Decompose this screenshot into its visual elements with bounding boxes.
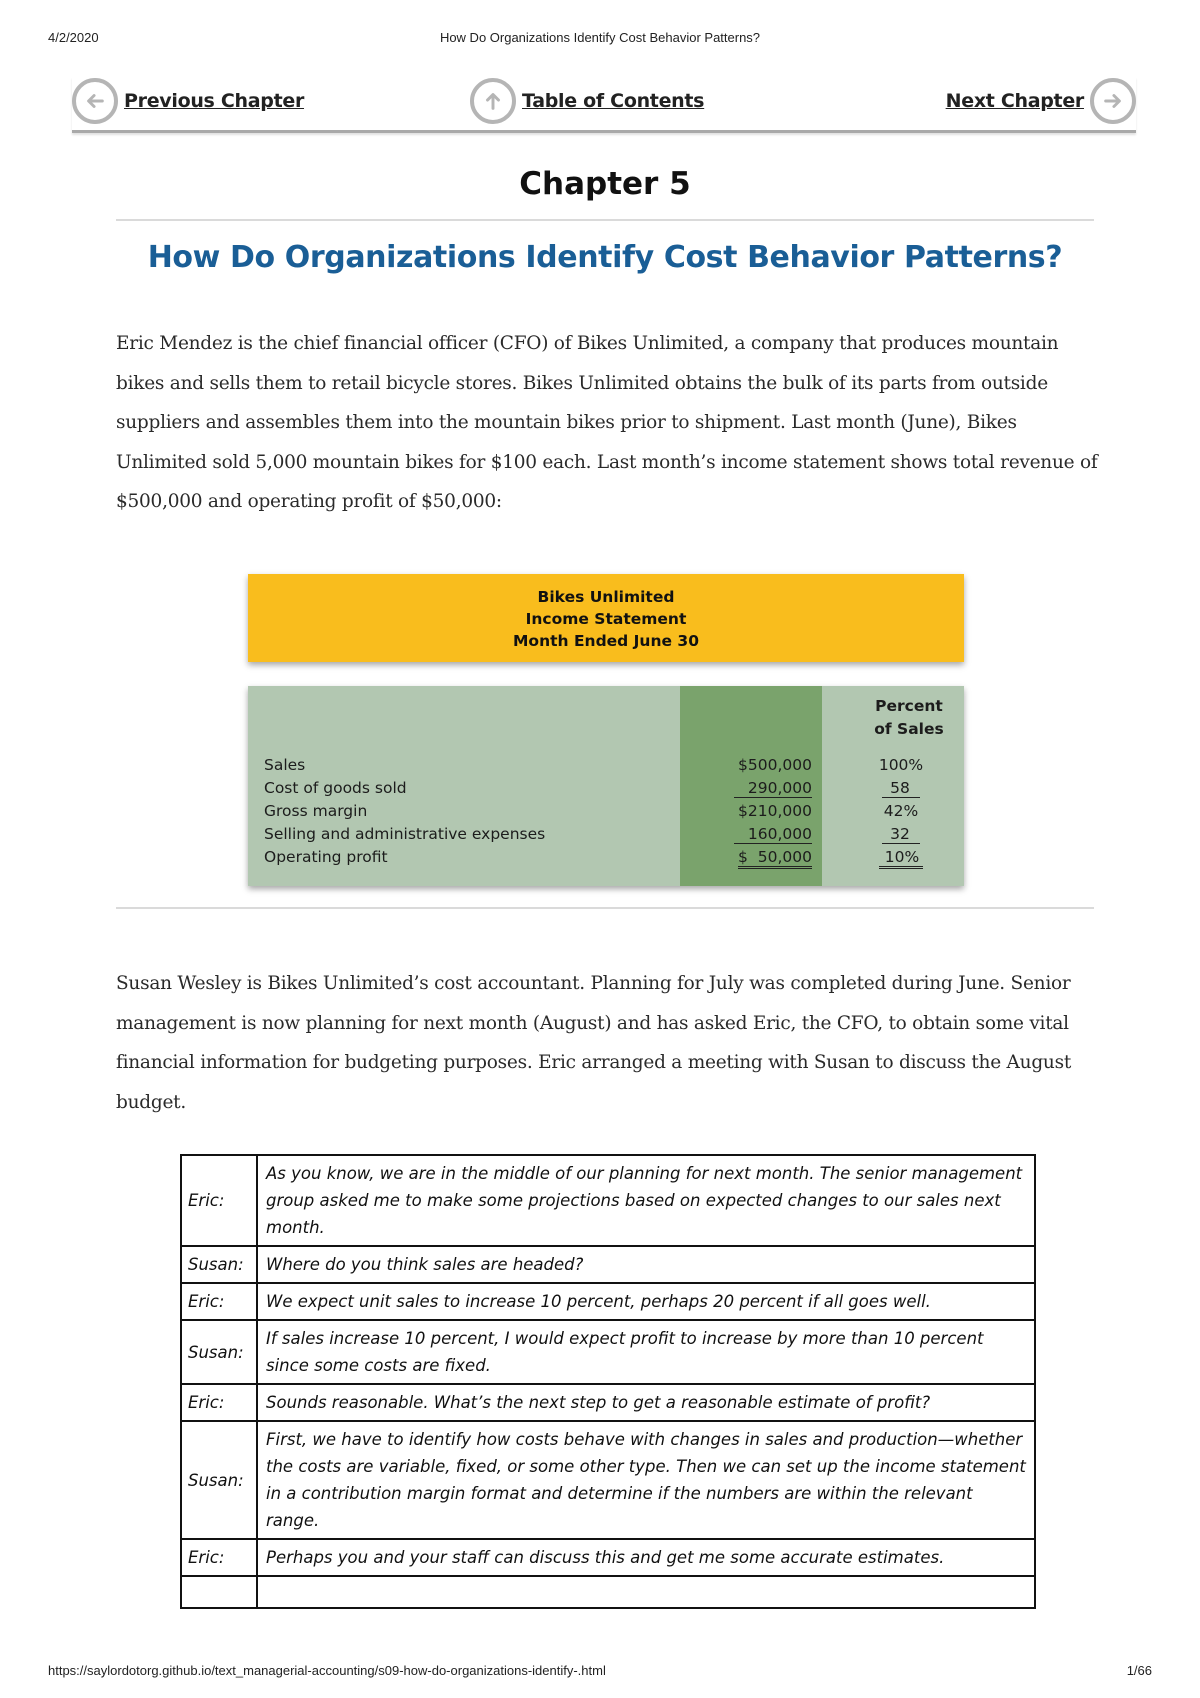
percent-value: 100% (878, 756, 924, 774)
table-of-contents-label[interactable]: Table of Contents (522, 90, 705, 112)
print-header (48, 30, 1152, 48)
percent-value: 32 (882, 825, 920, 844)
income-statement-company: Bikes Unlimited (537, 588, 675, 606)
speaker-cell (181, 1576, 257, 1608)
dialogue-text: Perhaps you and your staff can discuss this and get me some accurate estimates. (257, 1539, 1035, 1576)
row-percent (862, 823, 940, 846)
income-statement-title: Income Statement (525, 610, 687, 628)
arrow-right-icon[interactable] (1090, 78, 1136, 124)
print-url: https://saylordotorg.github.io/text_managerial-accounting/s09-how-do-organizations-identify-.html (48, 1663, 606, 1678)
percent-value: 58 (882, 779, 920, 798)
percent-value: 10% (879, 848, 923, 869)
table-row (181, 1283, 1035, 1320)
row-percent (862, 777, 940, 800)
table-row (181, 1320, 1035, 1384)
income-statement-period: Month Ended June 30 (513, 632, 699, 650)
next-chapter-link[interactable] (946, 77, 1136, 125)
arrow-left-icon[interactable] (72, 78, 118, 124)
print-title: How Do Organizations Identify Cost Behavior Patterns? (439, 30, 761, 45)
dialogue-text: If sales increase 10 percent, I would expect profit to increase by more than 10 percent since some costs are fixed. (257, 1320, 1035, 1384)
row-label: Cost of goods sold (264, 779, 407, 797)
divider (116, 907, 1094, 909)
previous-chapter-link[interactable] (72, 77, 304, 125)
amount-value: $210,000 (738, 802, 812, 820)
row-amount (690, 846, 812, 869)
row-percent (862, 754, 940, 777)
table-row (181, 1421, 1035, 1539)
print-date: 4/2/2020 (48, 30, 99, 45)
table-row (181, 1539, 1035, 1576)
row-label: Gross margin (264, 802, 368, 820)
previous-chapter-label[interactable]: Previous Chapter (124, 90, 305, 112)
print-page-number: 1/66 (1126, 1663, 1152, 1678)
row-percent (862, 846, 940, 869)
speaker-cell: Susan: (181, 1320, 257, 1384)
percent-of-sales-header (854, 695, 964, 741)
amount-value: $ 50,000 (738, 848, 812, 869)
speaker-cell: Susan: (181, 1421, 257, 1539)
chapter-label: Chapter 5 (519, 166, 691, 202)
percent-header-line: of Sales (874, 720, 944, 738)
speaker-cell: Eric: (181, 1384, 257, 1421)
amount-value: $500,000 (738, 756, 812, 774)
row-amount (690, 754, 812, 777)
row-amount (690, 823, 812, 846)
speaker-cell: Eric: (181, 1155, 257, 1246)
speaker-cell: Susan: (181, 1246, 257, 1283)
dialogue-text: Where do you think sales are headed? (257, 1246, 1035, 1283)
dialogue-text: First, we have to identify how costs behave with changes in sales and production—whether the costs are variable, fixed, or some other type. Then we can set up the income statement in a contribution margin format and determine if the numbers are within the relevant range. (257, 1421, 1035, 1539)
dialogue-text: Sounds reasonable. What’s the next step to get a reasonable estimate of profit? (257, 1384, 1035, 1421)
page-title: How Do Organizations Identify Cost Behavior Patterns? (147, 240, 1063, 275)
intro-paragraph: Eric Mendez is the chief financial officer (CFO) of Bikes Unlimited, a company that produces mountain bikes and sells them to retail bicycle stores. Bikes Unlimited obtains the bulk of its parts from outside suppliers and assembles them into the mountain bikes prior to shipment. Last month (June), Bikes Unlimited sold 5,000 mountain bikes for $100 each. Last month’s income statement shows total revenue of $500,000 and operating profit of $50,000: (116, 333, 1098, 512)
row-label: Operating profit (264, 848, 388, 866)
amount-value: 290,000 (734, 779, 812, 798)
table-of-contents-link[interactable] (470, 77, 704, 125)
row-percent (862, 800, 940, 823)
speaker-cell: Eric: (181, 1539, 257, 1576)
speaker-cell: Eric: (181, 1283, 257, 1320)
row-amount (690, 777, 812, 800)
amount-value: 160,000 (734, 825, 812, 844)
income-statement-header (248, 574, 964, 662)
print-footer (48, 1663, 1152, 1681)
next-chapter-label[interactable]: Next Chapter (945, 90, 1084, 112)
dialogue-text: As you know, we are in the middle of our planning for next month. The senior management group asked me to make some projections based on expected changes to our sales next month. (257, 1155, 1035, 1246)
table-row (181, 1384, 1035, 1421)
percent-value: 42% (883, 802, 919, 820)
row-label: Selling and administrative expenses (264, 825, 546, 843)
income-statement-table (248, 686, 964, 886)
dialogue-text (257, 1576, 1035, 1608)
row-label: Sales (264, 756, 306, 774)
chapter-navigation (72, 77, 1136, 133)
row-amount (690, 800, 812, 823)
table-row (181, 1155, 1035, 1246)
arrow-up-icon[interactable] (470, 78, 516, 124)
dialogue-text: We expect unit sales to increase 10 percent, perhaps 20 percent if all goes well. (257, 1283, 1035, 1320)
dialogue-table (180, 1154, 1036, 1609)
divider (116, 219, 1094, 221)
second-paragraph: Susan Wesley is Bikes Unlimited’s cost accountant. Planning for July was completed during June. Senior management is now planning for next month (August) and has asked Eric, the CFO, to obtain some vital financial information for budgeting purposes. Eric arranged a meeting with Susan to discuss the August budget. (116, 973, 1072, 1113)
table-row (181, 1576, 1035, 1608)
percent-header-line: Percent (875, 697, 943, 715)
table-row (181, 1246, 1035, 1283)
